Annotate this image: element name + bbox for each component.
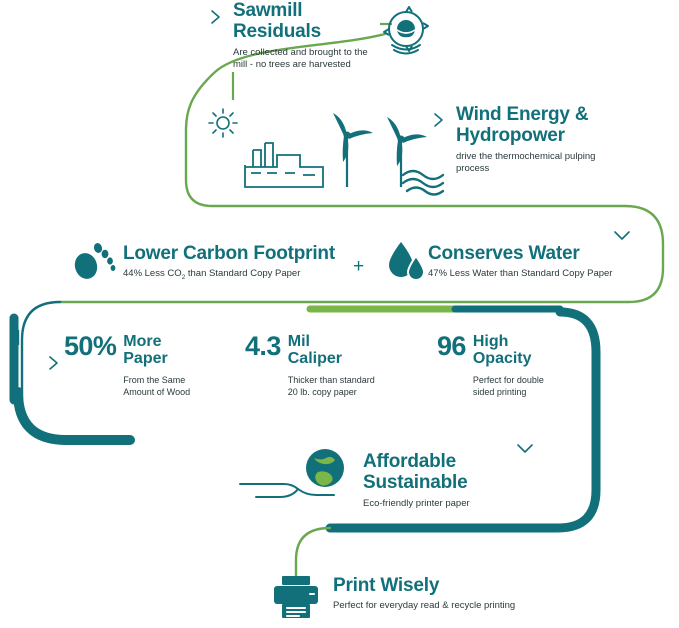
footprint-icon bbox=[66, 238, 116, 287]
plus-symbol: + bbox=[353, 256, 365, 277]
node-sawmill-residuals bbox=[233, 0, 393, 72]
node-conserves-water bbox=[428, 243, 643, 281]
water-desc: 47% Less Water than Standard Copy Paper bbox=[428, 268, 613, 280]
node-print-wisely bbox=[333, 575, 563, 613]
chevron-down-icon-water bbox=[613, 229, 631, 247]
stat-label-line2: Caliper bbox=[287, 350, 342, 368]
stat-desc-line1: From the Same bbox=[123, 374, 186, 385]
carbon-desc-pre: 44% Less CO bbox=[123, 268, 182, 280]
chevron-down-icon-affordable bbox=[516, 442, 534, 460]
sawmill-title: Sawmill Residuals bbox=[233, 0, 321, 43]
stat-label-line1: Mil bbox=[287, 333, 310, 350]
stat-more-paper bbox=[64, 333, 190, 398]
print-desc: Perfect for everyday read & recycle printing bbox=[333, 600, 516, 612]
stat-mil-caliper bbox=[245, 333, 375, 398]
node-wind-energy bbox=[456, 104, 631, 176]
stat-desc-line2: sided printing bbox=[472, 386, 527, 397]
stat-label-line1: More bbox=[123, 333, 162, 350]
stat-high-opacity bbox=[437, 333, 544, 398]
affordable-desc: Eco-friendly printer paper bbox=[363, 497, 470, 509]
stat-label-line2: Opacity bbox=[472, 350, 532, 368]
water-drops-icon bbox=[385, 240, 427, 289]
chevron-right-icon-sawmill bbox=[210, 9, 222, 30]
carbon-desc-post: than Standard Copy Paper bbox=[185, 268, 301, 280]
carbon-desc-sub: 2 bbox=[181, 274, 186, 282]
stat-desc-line2: 20 lb. copy paper bbox=[287, 386, 357, 397]
stat-desc-line2: Amount of Wood bbox=[123, 386, 191, 397]
affordable-title-line1: Affordable bbox=[363, 451, 457, 472]
sawmill-desc: Are collected and brought to the mill - no trees are harvested bbox=[233, 46, 368, 71]
energy-desc: drive the thermochemical pulping process bbox=[456, 150, 596, 175]
hand-globe-icon bbox=[236, 448, 361, 515]
chevron-right-icon-stats bbox=[48, 355, 60, 376]
stat-number: 4.3 bbox=[245, 331, 281, 361]
stat-number: 96 bbox=[437, 331, 466, 361]
stat-label-line2: Paper bbox=[123, 350, 168, 368]
water-title: Conserves Water bbox=[428, 243, 580, 264]
print-title: Print Wisely bbox=[333, 575, 440, 596]
stat-number: 50% bbox=[64, 331, 117, 361]
node-lower-carbon-footprint bbox=[123, 243, 363, 283]
printer-icon bbox=[272, 574, 326, 625]
stat-desc-line1: Perfect for double bbox=[472, 374, 544, 385]
wind-turbine-factory-icon bbox=[205, 105, 445, 210]
sawblade-log-icon bbox=[380, 5, 432, 62]
carbon-title: Lower Carbon Footprint bbox=[123, 243, 335, 264]
stat-desc-line1: Thicker than standard bbox=[287, 374, 375, 385]
energy-title: Wind Energy & Hydropower bbox=[456, 104, 589, 147]
affordable-title-line2: Sustainable bbox=[363, 472, 468, 494]
stat-label-line1: High bbox=[472, 333, 509, 350]
carbon-desc bbox=[123, 268, 363, 283]
